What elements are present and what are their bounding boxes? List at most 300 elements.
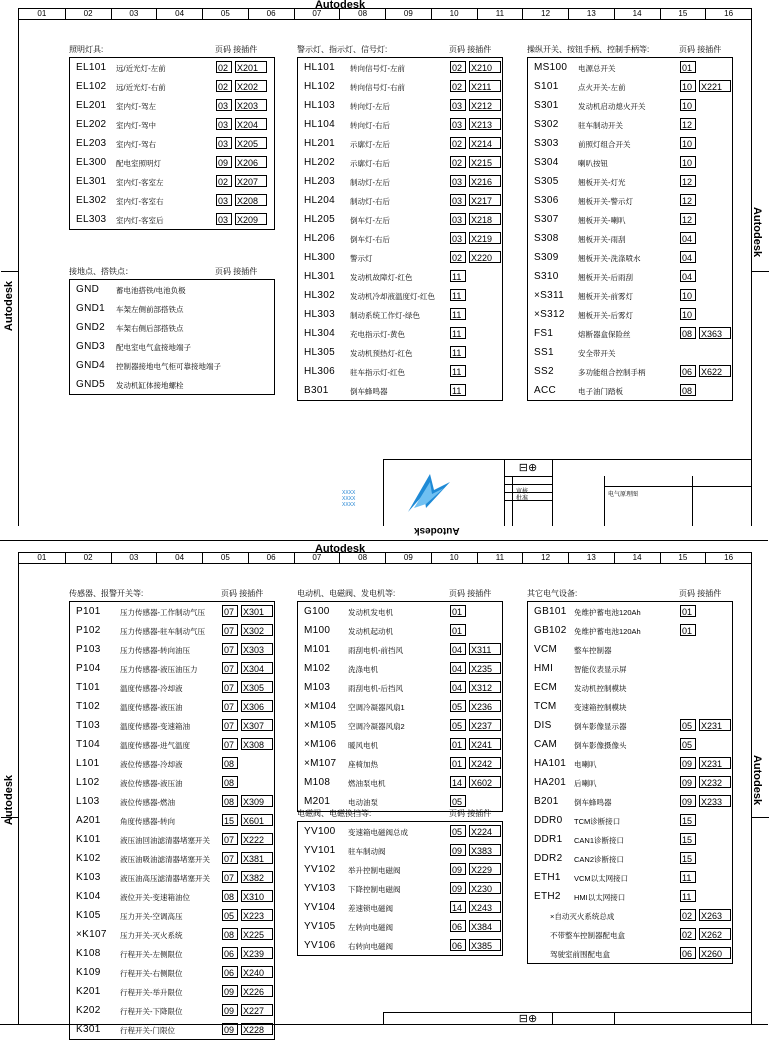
- component-description: 车架右侧后部搭铁点: [116, 324, 184, 333]
- page-number: 09: [450, 844, 466, 856]
- component-description: 温度传感器-液压油: [120, 703, 183, 712]
- table-row: [70, 602, 274, 621]
- component-code: ×M107: [304, 758, 337, 769]
- table-row: [528, 906, 732, 925]
- table-row: [528, 868, 732, 887]
- component-code: EL300: [76, 157, 107, 168]
- page-number: 04: [680, 270, 696, 282]
- component-code: HL304: [304, 328, 335, 339]
- table-row: [528, 735, 732, 754]
- table-row: [298, 191, 502, 210]
- component-description: 空调冷凝器风扇1: [348, 703, 405, 712]
- page-number: 03: [450, 232, 466, 244]
- panel-table: [527, 57, 733, 401]
- component-code: HL302: [304, 290, 335, 301]
- component-description: 智能仪表显示屏: [574, 665, 627, 674]
- page-number: 08: [222, 928, 238, 940]
- connector-id: X209: [235, 213, 267, 225]
- component-code: S101: [534, 81, 559, 92]
- component-description: 转向灯-左后: [350, 102, 390, 111]
- connector-id: X232: [699, 776, 731, 788]
- component-code: S310: [534, 271, 559, 282]
- table-row: [298, 773, 502, 792]
- component-description: 制动灯-右后: [350, 197, 390, 206]
- connector-id: X211: [469, 80, 501, 92]
- component-description: 雨刮电机-前挡风: [348, 646, 403, 655]
- component-description: 温度传感器-冷却液: [120, 684, 183, 693]
- connector-id: X228: [241, 1023, 273, 1035]
- component-description: 转向信号灯-左前: [350, 64, 405, 73]
- column-header: 页码 接插件: [215, 45, 258, 54]
- component-code: EL301: [76, 176, 107, 187]
- component-code: K105: [76, 910, 101, 921]
- column-header: 页码 接插件: [449, 809, 492, 818]
- table-row: [70, 887, 274, 906]
- component-description: 液压油高压滤清器堵塞开关: [120, 874, 210, 883]
- component-code: YV106: [304, 940, 336, 951]
- zone-label: 01: [37, 553, 47, 562]
- table-row: [298, 153, 502, 172]
- page-number: 10: [680, 80, 696, 92]
- connector-id: X212: [469, 99, 501, 111]
- page-number: 01: [450, 738, 466, 750]
- component-code: DDR0: [534, 815, 563, 826]
- component-description: HMI以太网接口: [574, 893, 626, 902]
- connector-id: X208: [235, 194, 267, 206]
- component-code: VCM: [534, 644, 558, 655]
- connector-id: X383: [469, 844, 501, 856]
- component-description: 翘板开关-雨刮: [578, 235, 626, 244]
- page-number: 03: [216, 118, 232, 130]
- component-description: 警示灯: [350, 254, 373, 263]
- component-description: 空调冷凝器风扇2: [348, 722, 405, 731]
- grid-line: [604, 486, 751, 487]
- table-row: [298, 841, 502, 860]
- page-number: 15: [222, 814, 238, 826]
- connector-id: X236: [469, 700, 501, 712]
- page-number: 11: [450, 308, 466, 320]
- component-code: P102: [76, 625, 101, 636]
- component-code: S305: [534, 176, 559, 187]
- zone-label: 15: [660, 9, 706, 19]
- page-number: 09: [680, 757, 696, 769]
- connector-id: X202: [235, 80, 267, 92]
- page-number: 01: [680, 605, 696, 617]
- component-description: 翘板开关-警示灯: [578, 197, 633, 206]
- page-number: 09: [222, 1023, 238, 1035]
- table-row: [70, 318, 274, 337]
- component-description: 电源总开关: [578, 64, 616, 73]
- connector-id: X385: [469, 939, 501, 951]
- table-row: [70, 925, 274, 944]
- table-row: [70, 963, 274, 982]
- component-description: 发动机缸体接地螺栓: [116, 381, 184, 390]
- table-row: [298, 822, 502, 841]
- page-number: 02: [450, 80, 466, 92]
- table-row: [70, 659, 274, 678]
- table-row: [298, 115, 502, 134]
- zone-label: 01: [37, 9, 47, 18]
- panel-title: 警示灯、指示灯、信号灯:: [297, 45, 388, 54]
- zone-label: 04: [156, 9, 202, 19]
- watermark-left: Autodesk: [3, 280, 16, 332]
- panel-title: 电磁阀、电磁换挡等:: [297, 809, 372, 818]
- component-description: 液位传感器-液压油: [120, 779, 183, 788]
- zone-ruler: [19, 553, 751, 564]
- connector-id: X306: [241, 700, 273, 712]
- page-number: 03: [450, 213, 466, 225]
- component-description: 倒车蜂鸣器: [574, 798, 612, 807]
- panel-valves: [297, 807, 503, 956]
- component-code: K202: [76, 1005, 101, 1016]
- component-code: CAM: [534, 739, 558, 750]
- column-header: 页码 接插件: [679, 45, 722, 54]
- connector-id: X262: [699, 928, 731, 940]
- table-row: [298, 96, 502, 115]
- panel-title: 照明灯具:: [69, 45, 104, 54]
- connector-id: X206: [235, 156, 267, 168]
- connector-id: X215: [469, 156, 501, 168]
- page-number: 08: [222, 776, 238, 788]
- mirrored-watermark: [414, 520, 460, 538]
- table-row: [70, 754, 274, 773]
- page-number: 11: [450, 327, 466, 339]
- component-description: 转向信号灯-右前: [350, 83, 405, 92]
- component-code: M108: [304, 777, 331, 788]
- component-code: P101: [76, 606, 101, 617]
- connector-id: X207: [235, 175, 267, 187]
- component-code: K103: [76, 872, 101, 883]
- frame-tick: [751, 817, 769, 818]
- page-number: 05: [450, 825, 466, 837]
- component-code: ECM: [534, 682, 558, 693]
- zone-label: 09: [385, 9, 431, 19]
- connector-id: X219: [469, 232, 501, 244]
- table-row: [528, 678, 732, 697]
- page-number: 05: [680, 719, 696, 731]
- page-number: 06: [680, 365, 696, 377]
- connector-id: X312: [469, 681, 501, 693]
- component-description: 示廓灯-右后: [350, 159, 390, 168]
- component-description: 举升控制电磁阀: [348, 866, 401, 875]
- component-description: 转向灯-右后: [350, 121, 390, 130]
- component-code: HL205: [304, 214, 335, 225]
- component-description: 雨刮电机-后挡风: [348, 684, 403, 693]
- component-code: K301: [76, 1024, 101, 1035]
- panel-header: [69, 265, 275, 279]
- component-description: 压力传感器-驻车制动气压: [120, 627, 205, 636]
- connector-id: X302: [241, 624, 273, 636]
- connector-id: X220: [469, 251, 501, 263]
- zone-label: 08: [339, 553, 385, 563]
- table-row: [70, 77, 274, 96]
- panel-other-equipment: [527, 587, 733, 964]
- component-code: GND5: [76, 379, 105, 390]
- zone-label: 12: [522, 553, 568, 563]
- component-code: L102: [76, 777, 100, 788]
- component-code: ×K107: [76, 929, 107, 940]
- zone-label: 03: [111, 9, 157, 19]
- connector-id: X242: [469, 757, 501, 769]
- page-number: 04: [450, 681, 466, 693]
- page-number: 02: [450, 156, 466, 168]
- component-description: 发动机冷却液温度灯-红色: [350, 292, 435, 301]
- watermark-top: Autodesk: [314, 0, 366, 11]
- component-description: 翘板开关-喇叭: [578, 216, 626, 225]
- page-number: 07: [222, 681, 238, 693]
- component-description: 倒车影像摄像头: [574, 741, 627, 750]
- component-code: EL102: [76, 81, 107, 92]
- table-row: [528, 343, 732, 362]
- title-block: [342, 459, 751, 536]
- table-row: [298, 898, 502, 917]
- zone-ruler: [19, 9, 751, 20]
- component-code: TCM: [534, 701, 557, 712]
- table-row: [528, 229, 732, 248]
- page-number: 08: [222, 890, 238, 902]
- component-code: S304: [534, 157, 559, 168]
- page-number: 12: [680, 194, 696, 206]
- component-description: 不带整车控制器配电盒: [550, 931, 625, 940]
- component-code: YV101: [304, 845, 336, 856]
- page-number: 06: [450, 920, 466, 932]
- component-description: 左转向电磁阀: [348, 923, 393, 932]
- page-number: 07: [222, 643, 238, 655]
- component-code: HL102: [304, 81, 335, 92]
- component-description: 发动机起动机: [348, 627, 393, 636]
- connector-id: X263: [699, 909, 731, 921]
- zone-label: 14: [614, 9, 660, 19]
- table-row: [70, 792, 274, 811]
- connector-id: X241: [469, 738, 501, 750]
- component-description: 发动机故障灯-红色: [350, 273, 413, 282]
- connector-id: X231: [699, 719, 731, 731]
- page-number: 11: [680, 890, 696, 902]
- connector-id: X229: [469, 863, 501, 875]
- table-row: [528, 248, 732, 267]
- panel-header: [527, 587, 733, 601]
- component-description: 电喇叭: [574, 760, 597, 769]
- panel-table: [69, 279, 275, 395]
- component-code: HL305: [304, 347, 335, 358]
- table-row: [70, 299, 274, 318]
- page-number: 02: [216, 80, 232, 92]
- panel-title: 操纵开关、按钮手柄、控制手柄等:: [527, 45, 650, 54]
- drawing-sheet-2: [0, 543, 768, 1035]
- component-description: 熔断器盒保险丝: [578, 330, 631, 339]
- company-mark-line: XXXX: [342, 496, 356, 502]
- zone-label: 13: [568, 9, 614, 19]
- component-code: DDR2: [534, 853, 563, 864]
- component-code: L103: [76, 796, 100, 807]
- page-number: 08: [680, 327, 696, 339]
- page-number: 11: [450, 346, 466, 358]
- component-description: 右转向电磁阀: [348, 942, 393, 951]
- component-description: 远/近光灯-右前: [116, 83, 166, 92]
- title-block: [383, 1012, 751, 1025]
- page-number: 02: [680, 909, 696, 921]
- page-number: 07: [222, 738, 238, 750]
- zone-label: 06: [248, 9, 294, 19]
- table-row: [298, 210, 502, 229]
- page-number: 07: [222, 662, 238, 674]
- approver-label: 批准: [516, 496, 529, 502]
- page-number: 12: [680, 118, 696, 130]
- component-description: 液压油回油滤清器堵塞开关: [120, 836, 210, 845]
- table-row: [298, 381, 502, 400]
- page-number: 01: [450, 624, 466, 636]
- page-number: 14: [450, 901, 466, 913]
- table-row: [70, 640, 274, 659]
- table-row: [298, 229, 502, 248]
- page-number: 03: [216, 99, 232, 111]
- component-description: 多功能组合控制手柄: [578, 368, 646, 377]
- table-row: [528, 305, 732, 324]
- component-description: 室内灯-驾中: [116, 121, 156, 130]
- panel-switches: [527, 43, 733, 401]
- table-row: [70, 697, 274, 716]
- page-number: 05: [222, 909, 238, 921]
- page-number: 06: [680, 947, 696, 959]
- connector-id: X218: [469, 213, 501, 225]
- watermark-left: Autodesk: [3, 774, 16, 826]
- component-code: S301: [534, 100, 559, 111]
- zone-label: 08: [339, 9, 385, 19]
- panel-table: [297, 57, 503, 401]
- page-number: 05: [450, 700, 466, 712]
- table-row: [70, 982, 274, 1001]
- component-code: M102: [304, 663, 331, 674]
- table-row: [298, 305, 502, 324]
- connector-id: X217: [469, 194, 501, 206]
- table-row: [298, 286, 502, 305]
- table-row: [70, 337, 274, 356]
- panel-header: [69, 587, 275, 601]
- connector-id: X203: [235, 99, 267, 111]
- component-code: YV100: [304, 826, 336, 837]
- connector-id: X363: [699, 327, 731, 339]
- page-number: 07: [222, 833, 238, 845]
- component-description: 倒车灯-左后: [350, 216, 390, 225]
- connector-id: X235: [469, 662, 501, 674]
- component-code: EL302: [76, 195, 107, 206]
- page-number: 10: [680, 156, 696, 168]
- table-row: [298, 879, 502, 898]
- page-number: 14: [450, 776, 466, 788]
- component-description: 配电室照明灯: [116, 159, 161, 168]
- connector-id: X382: [241, 871, 273, 883]
- table-row: [298, 58, 502, 77]
- table-row: [298, 936, 502, 955]
- connector-id: X233: [699, 795, 731, 807]
- panel-title: 传感器、报警开关等:: [69, 589, 144, 598]
- zone-label: 07: [294, 9, 340, 19]
- zone-label: 04: [156, 553, 202, 563]
- title-block-grid: [504, 476, 751, 526]
- component-description: CAN2诊断接口: [574, 855, 625, 864]
- page-number: 02: [216, 175, 232, 187]
- component-code: K109: [76, 967, 101, 978]
- component-code: EL201: [76, 100, 107, 111]
- connector-id: X240: [241, 966, 273, 978]
- component-code: HL104: [304, 119, 335, 130]
- watermark-right: Autodesk: [750, 754, 763, 806]
- component-code: SS1: [534, 347, 554, 358]
- table-row: [528, 640, 732, 659]
- connector-id: X308: [241, 738, 273, 750]
- component-description: 差速锁电磁阀: [348, 904, 393, 913]
- panel-lighting: [69, 43, 275, 230]
- component-description: 驻车指示灯-红色: [350, 368, 405, 377]
- zone-label: 05: [202, 9, 248, 19]
- table-row: [528, 754, 732, 773]
- table-row: [70, 735, 274, 754]
- connector-id: X309: [241, 795, 273, 807]
- component-code: B301: [304, 385, 329, 396]
- page-number: 08: [222, 795, 238, 807]
- table-row: [70, 280, 274, 299]
- connector-id: X225: [241, 928, 273, 940]
- table-row: [70, 849, 274, 868]
- component-code: B201: [534, 796, 559, 807]
- zone-label: 11: [477, 553, 523, 563]
- table-row: [70, 210, 274, 229]
- connector-id: X384: [469, 920, 501, 932]
- table-row: [528, 172, 732, 191]
- page-number: 06: [450, 939, 466, 951]
- panel-header: [69, 43, 275, 57]
- table-row: [70, 678, 274, 697]
- component-description: 发动机发电机: [348, 608, 393, 617]
- component-code: ETH1: [534, 872, 561, 883]
- component-description: 行程开关-举升限位: [120, 988, 183, 997]
- mirrored-watermark-text: Autodesk: [414, 525, 460, 536]
- column-header: 页码 接插件: [449, 589, 492, 598]
- component-code: SS2: [534, 366, 554, 377]
- connector-id: X260: [699, 947, 731, 959]
- component-code: HA201: [534, 777, 567, 788]
- panel-table: [527, 601, 733, 964]
- component-description: 压力传感器-液压油压力: [120, 665, 198, 674]
- table-row: [528, 210, 732, 229]
- table-row: [298, 134, 502, 153]
- table-row: [298, 324, 502, 343]
- component-code: GB101: [534, 606, 567, 617]
- page-number: 03: [450, 194, 466, 206]
- page-number: 09: [450, 882, 466, 894]
- component-description: 角度传感器-转向: [120, 817, 175, 826]
- table-row: [528, 716, 732, 735]
- projection-symbol-icon: ⊟⊕: [504, 1013, 553, 1025]
- company-logo-icon: [404, 468, 454, 516]
- table-row: [528, 849, 732, 868]
- page-number: 15: [680, 852, 696, 864]
- component-description: 翘板开关-后雨刮: [578, 273, 633, 282]
- component-code: GND: [76, 284, 100, 295]
- connector-id: X622: [699, 365, 731, 377]
- component-description: 压力开关-灭火系统: [120, 931, 183, 940]
- table-row: [298, 77, 502, 96]
- page-number: 03: [216, 213, 232, 225]
- table-row: [298, 697, 502, 716]
- frame-tick: [751, 271, 769, 272]
- page-number: 02: [680, 928, 696, 940]
- grid-line: [604, 476, 605, 526]
- component-code: K102: [76, 853, 101, 864]
- table-row: [528, 830, 732, 849]
- panel-table: [69, 601, 275, 1040]
- component-description: TCM诊断接口: [574, 817, 621, 826]
